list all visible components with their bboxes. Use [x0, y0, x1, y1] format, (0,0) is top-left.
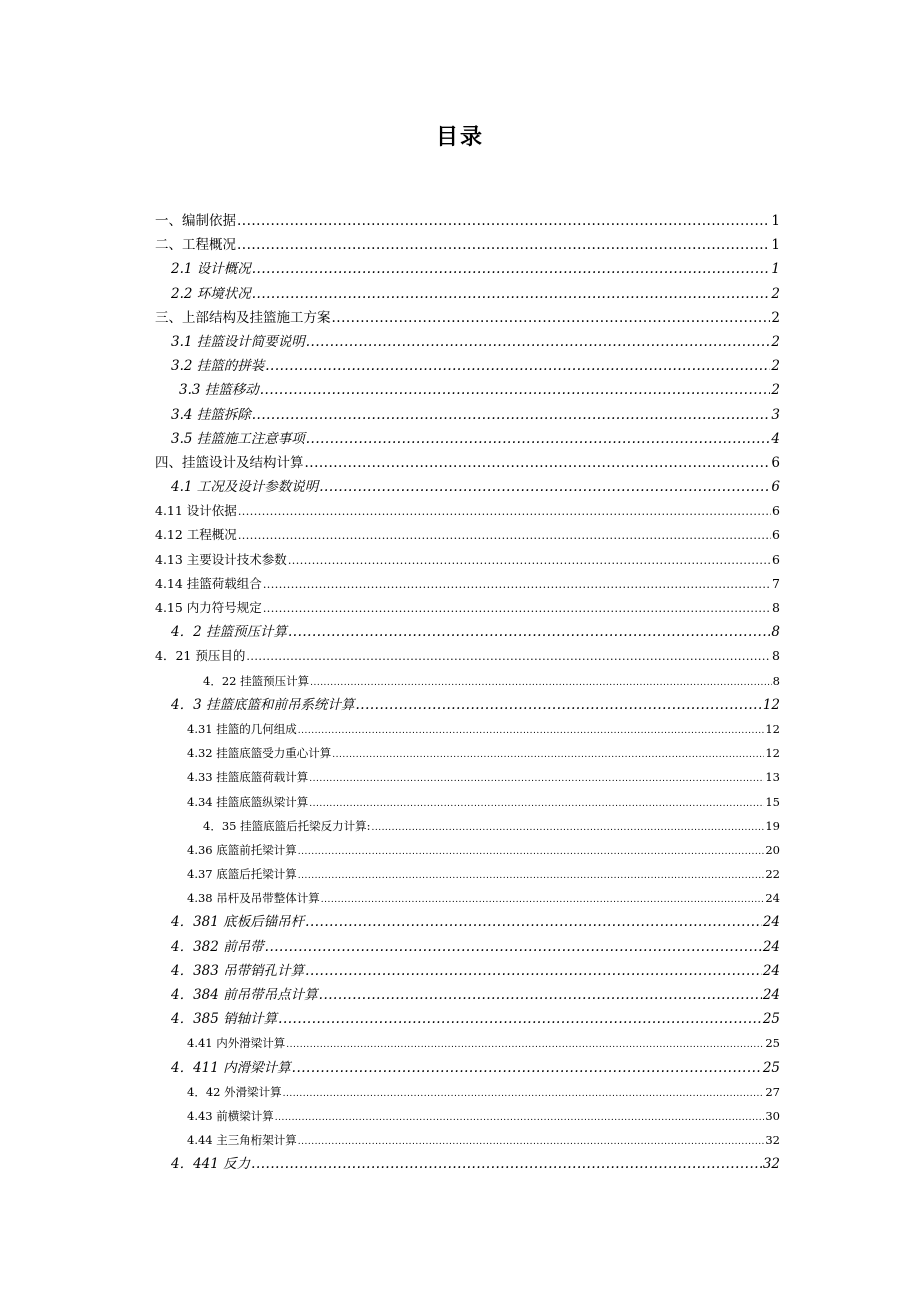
toc-entry-text: 二、工程概况 — [155, 237, 236, 254]
toc-page-number: 1 — [771, 261, 780, 278]
toc-page-number: 2 — [771, 309, 780, 326]
toc-page-number: 32 — [762, 1156, 780, 1173]
toc-leader — [298, 717, 765, 741]
toc-leader — [286, 1031, 764, 1055]
toc-entry[interactable] — [155, 403, 780, 427]
toc-leader — [292, 1056, 762, 1080]
toc-leader — [265, 935, 762, 959]
toc-page-number: 8 — [771, 624, 780, 641]
toc-entry[interactable] — [155, 233, 780, 257]
toc-leader — [263, 596, 771, 620]
toc-leader — [310, 669, 772, 693]
toc-entry-text: 4.38 吊杆及吊带整体计算 — [187, 891, 320, 906]
toc-page-number: 8 — [772, 673, 780, 688]
toc-page-number: 30 — [765, 1108, 780, 1123]
toc-entry[interactable] — [155, 814, 780, 838]
toc-entry[interactable] — [155, 765, 780, 789]
toc-page-number: 12 — [765, 721, 780, 736]
toc-page-number: 27 — [765, 1084, 780, 1099]
toc-leader — [288, 548, 771, 572]
toc-leader — [371, 814, 764, 838]
toc-entry[interactable] — [155, 717, 780, 741]
toc-page-number: 6 — [772, 503, 780, 519]
toc-page-number: 7 — [772, 575, 780, 591]
toc-entry-text: 一、编制依据 — [155, 213, 236, 229]
toc-leader — [306, 330, 771, 354]
toc-leader — [332, 306, 771, 330]
toc-entry[interactable] — [155, 209, 780, 233]
toc-leader — [275, 1104, 765, 1128]
toc-entry-text: 4．383 吊带销孔计算 — [171, 962, 305, 979]
toc-leader — [298, 838, 765, 862]
toc-page-number: 12 — [765, 746, 780, 761]
toc-leader — [319, 475, 770, 499]
toc-leader — [298, 862, 765, 886]
toc-entry-text: 3.2 挂篮的拼装 — [171, 358, 265, 375]
toc-entry[interactable] — [155, 1080, 780, 1104]
toc-page-number: 25 — [762, 1059, 780, 1076]
toc-entry[interactable] — [155, 475, 780, 499]
toc-page-number: 1 — [771, 213, 780, 229]
toc-entry[interactable] — [155, 427, 780, 451]
toc-entry-text: 2.1 设计概况 — [171, 261, 251, 278]
toc-page-number: 24 — [762, 962, 780, 979]
toc-entry[interactable] — [155, 378, 780, 402]
toc-leader — [263, 572, 771, 596]
toc-leader — [238, 499, 771, 523]
toc-leader — [260, 378, 771, 402]
toc-entry[interactable] — [155, 693, 780, 717]
toc-entry[interactable] — [155, 910, 780, 934]
toc-page-number: 25 — [762, 1011, 780, 1028]
toc-entry[interactable] — [155, 523, 780, 547]
toc-page-number: 15 — [765, 794, 780, 809]
toc-entry-text: 4.1 工况及设计参数说明 — [171, 479, 319, 496]
toc-entry[interactable] — [155, 935, 780, 959]
toc-entry[interactable] — [155, 741, 780, 765]
toc-leader — [306, 427, 771, 451]
toc-entry-text: 4.15 内力符号规定 — [155, 600, 262, 615]
toc-entry-text: 四、挂篮设计及结构计算 — [155, 454, 304, 471]
toc-leader — [305, 910, 762, 934]
toc-leader — [305, 959, 762, 983]
toc-page-number: 8 — [772, 648, 780, 664]
toc-page-number: 6 — [772, 551, 780, 567]
toc-entry[interactable] — [155, 306, 780, 330]
toc-page-number: 3 — [771, 406, 780, 423]
toc-leader — [288, 620, 770, 644]
toc-entry[interactable] — [155, 1152, 780, 1176]
toc-page-number: 6 — [771, 454, 780, 471]
toc-entry[interactable] — [155, 596, 780, 620]
toc-page-number: 24 — [762, 987, 780, 1003]
toc-leader — [305, 451, 771, 475]
toc-page-number: 24 — [762, 938, 780, 955]
toc-page-number: 6 — [771, 479, 780, 496]
toc-entry-text: 4．381 底板后锚吊杆 — [171, 914, 305, 931]
toc-entry-text: 4．2 挂篮预压计算 — [171, 624, 287, 641]
toc-page-number: 2 — [771, 333, 780, 350]
toc-entry-text: 3.4 挂篮拆除 — [171, 406, 251, 423]
toc-page-number: 4 — [771, 430, 780, 447]
toc-leader — [237, 209, 770, 233]
toc-entry-text: 4.37 底篮后托梁计算 — [187, 867, 297, 882]
toc-page-number: 1 — [771, 237, 780, 254]
toc-entry[interactable] — [155, 644, 780, 668]
toc-entry-text: 4.12 工程概况 — [155, 527, 237, 543]
toc-page-number: 6 — [772, 527, 780, 543]
toc-entry[interactable] — [155, 886, 780, 910]
toc-entry[interactable] — [155, 499, 780, 523]
toc-entry-text: 3.3 挂篮移动 — [179, 382, 259, 399]
toc-page-number: 22 — [765, 867, 780, 882]
toc-entry-text: 3.1 挂篮设计简要说明 — [171, 333, 305, 350]
toc-entry-text: 4.44 主三角桁架计算 — [187, 1133, 297, 1148]
toc-entry-text: 4．21 预压目的 — [155, 648, 246, 664]
toc-leader — [309, 765, 764, 789]
toc-leader — [252, 282, 771, 306]
toc-entry[interactable] — [155, 669, 780, 693]
toc-entry-text: 4.11 设计依据 — [155, 503, 237, 519]
toc-entry-text: 三、上部结构及挂篮施工方案 — [155, 309, 331, 326]
table-of-contents — [155, 209, 780, 1177]
toc-entry-text: 4.14 挂篮荷载组合 — [155, 575, 262, 591]
toc-leader — [355, 693, 761, 717]
toc-entry-text: 4．441 反力 — [171, 1156, 251, 1173]
toc-leader — [265, 354, 770, 378]
toc-entry-text: 4.33 挂篮底篮荷载计算 — [187, 770, 309, 785]
toc-leader — [252, 257, 771, 281]
toc-entry[interactable] — [155, 620, 780, 644]
toc-entry-text: 4.13 主要设计技术参数 — [155, 551, 287, 567]
toc-entry[interactable] — [155, 1104, 780, 1128]
toc-leader — [309, 790, 764, 814]
toc-entry-text: 4．3 挂篮底篮和前吊系统计算 — [171, 696, 355, 713]
toc-entry-text: 4.41 内外滑梁计算 — [187, 1036, 286, 1051]
toc-leader — [251, 1152, 762, 1176]
toc-leader — [319, 983, 762, 1007]
toc-page-number: 24 — [762, 914, 780, 931]
toc-entry-text: 2.2 环境状况 — [171, 285, 251, 302]
toc-page-number: 8 — [772, 600, 780, 615]
toc-leader — [321, 886, 765, 910]
toc-entry-text: 4.32 挂篮底篮受力重心计算 — [187, 746, 332, 761]
toc-entry[interactable] — [155, 451, 780, 475]
toc-entry-text: 4．384 前吊带吊点计算 — [171, 987, 318, 1003]
toc-entry-text: 4．35 挂篮底篮后托梁反力计算: — [203, 818, 371, 833]
toc-entry-text: 4.31 挂篮的几何组成 — [187, 721, 297, 736]
toc-page-number: 20 — [765, 842, 780, 857]
toc-leader — [246, 644, 771, 668]
toc-leader — [298, 1128, 765, 1152]
toc-page-number: 24 — [765, 891, 780, 906]
toc-entry[interactable] — [155, 282, 780, 306]
toc-page-number: 13 — [765, 770, 780, 785]
toc-entry-text: 3.5 挂篮施工注意事项 — [171, 430, 305, 447]
toc-page-number: 2 — [771, 358, 780, 375]
toc-page-number: 32 — [765, 1133, 780, 1148]
toc-leader — [237, 233, 770, 257]
toc-entry[interactable] — [155, 1031, 780, 1055]
toc-page-number: 25 — [765, 1036, 780, 1051]
toc-page-number: 2 — [771, 285, 780, 302]
toc-page-number: 12 — [762, 696, 780, 713]
toc-entry-text: 4．411 内滑梁计算 — [171, 1059, 291, 1076]
toc-entry[interactable] — [155, 959, 780, 983]
toc-page-number: 2 — [771, 382, 780, 399]
toc-leader — [278, 1007, 762, 1031]
toc-entry-text: 4.36 底篮前托梁计算 — [187, 842, 297, 857]
toc-entry[interactable] — [155, 862, 780, 886]
toc-entry[interactable] — [155, 838, 780, 862]
toc-entry-text: 4．22 挂篮预压计算 — [203, 673, 310, 688]
toc-leader — [283, 1080, 765, 1104]
toc-entry[interactable] — [155, 1128, 780, 1152]
toc-entry-text: 4.34 挂篮底篮纵梁计算 — [187, 794, 309, 809]
page-title: 目录 — [435, 125, 484, 150]
toc-entry[interactable] — [155, 790, 780, 814]
toc-entry[interactable] — [155, 1007, 780, 1031]
toc-entry-text: 4．382 前吊带 — [171, 938, 264, 955]
toc-leader — [238, 523, 771, 547]
toc-page-number: 19 — [765, 818, 780, 833]
toc-leader — [252, 403, 771, 427]
toc-entry[interactable] — [155, 354, 780, 378]
toc-entry-text: 4.43 前横梁计算 — [187, 1108, 274, 1123]
toc-entry[interactable] — [155, 1056, 780, 1080]
toc-entry[interactable] — [155, 257, 780, 281]
toc-leader — [332, 741, 764, 765]
toc-entry-text: 4．385 销轴计算 — [171, 1011, 278, 1028]
toc-entry[interactable] — [155, 572, 780, 596]
toc-entry-text: 4．42 外滑梁计算 — [187, 1084, 282, 1099]
toc-entry[interactable] — [155, 330, 780, 354]
toc-entry[interactable] — [155, 983, 780, 1007]
toc-entry[interactable] — [155, 548, 780, 572]
